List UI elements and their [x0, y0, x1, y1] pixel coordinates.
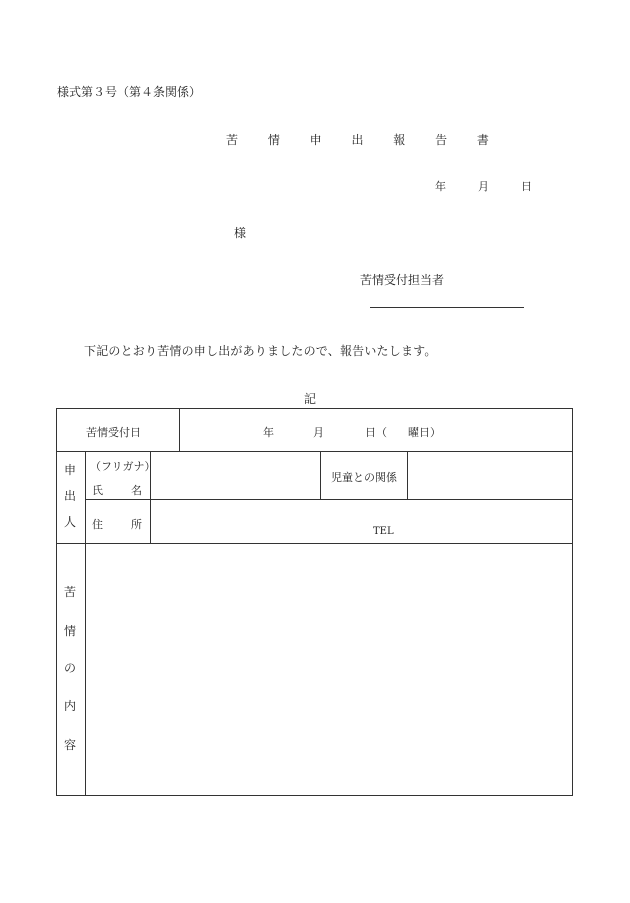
table-divider — [320, 451, 321, 499]
table-border-bottom — [56, 795, 573, 796]
name-label-char: 名 — [131, 484, 142, 497]
table-divider — [407, 451, 408, 499]
received-month: 月 — [313, 426, 324, 439]
address-label-char: 住 — [92, 518, 103, 531]
date-day: 日 — [521, 180, 532, 193]
relation-label: 児童との関係 — [331, 471, 397, 484]
content-char: の — [63, 661, 76, 675]
table-border-right — [572, 408, 573, 796]
content-char: 内 — [63, 699, 76, 713]
table-divider — [56, 543, 573, 544]
applicant-char: 申 — [63, 463, 76, 477]
name-label-char: 氏 — [92, 484, 103, 497]
content-char: 容 — [63, 738, 76, 752]
applicant-char: 人 — [63, 515, 76, 529]
address-label-char: 所 — [131, 518, 142, 531]
body-text: 下記のとおり苦情の申し出がありましたので、報告いたします。 — [84, 344, 437, 358]
applicant-char: 出 — [63, 489, 76, 503]
tel-label: TEL — [373, 526, 394, 537]
received-date-label: 苦情受付日 — [86, 426, 141, 439]
table-border-top — [56, 408, 573, 409]
table-divider — [179, 408, 180, 451]
ki-heading: 記 — [304, 392, 317, 406]
recipient-honorific: 様 — [234, 226, 247, 240]
received-weekday: 曜日） — [408, 426, 441, 439]
furigana-label: （フリガナ） — [90, 460, 156, 473]
content-char: 苦 — [63, 585, 76, 599]
form-number: 様式第３号（第４条関係） — [57, 85, 202, 99]
date-year: 年 — [435, 180, 446, 193]
document-title: 苦 情 申 出 報 告 書 — [226, 133, 502, 147]
report-date — [435, 178, 532, 194]
table-divider — [85, 499, 573, 500]
received-year: 年 — [263, 426, 274, 439]
date-month: 月 — [478, 180, 489, 193]
signature-line — [370, 307, 524, 308]
receiver-label: 苦情受付担当者 — [360, 273, 445, 287]
received-day: 日（ — [365, 426, 387, 439]
table-border-left — [56, 408, 57, 796]
table-divider — [85, 451, 86, 796]
table-divider — [56, 451, 573, 452]
content-char: 情 — [63, 624, 76, 638]
